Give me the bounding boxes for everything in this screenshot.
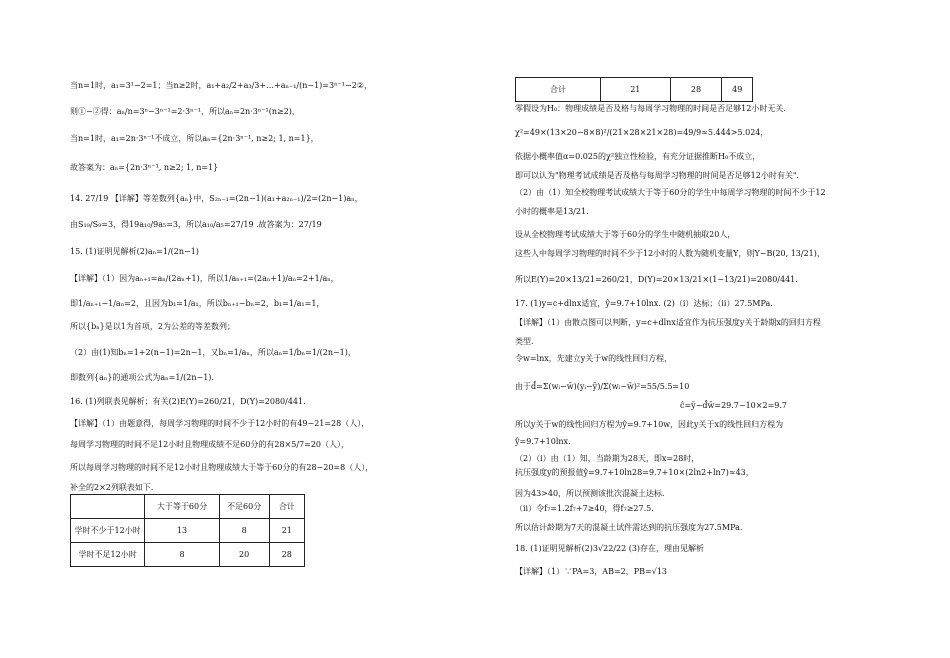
- text-line: 则①−②得：aₙ/n=3ⁿ−3ⁿ⁻¹=2·3ⁿ⁻¹，所以aₙ=2n·3ⁿ⁻¹(n≥2)，: [70, 107, 300, 116]
- text-line: 零假设为H₀：物理成绩是否及格与每周学习物理的时间是否足够12小时无关.: [515, 104, 786, 113]
- text-line: 【详解】（1）由散点图可以判断，y=c+dlnx适宜作为抗压强度y关于龄期x的回归方程: [515, 318, 821, 327]
- contingency-table-total-row: [515, 77, 753, 102]
- text-line: 当n=1时，a₁=3¹−2=1；当n≥2时，a₁+a₂/2+a₃/3+…+aₙ₋₁/(n−1)=3ⁿ⁻¹−2②，: [70, 81, 372, 90]
- text-line: 当n=1时，a₁=2n·3ⁿ⁻¹不成立，所以aₙ={2n·3ⁿ⁻¹, n≥2; 1, n=1}，: [70, 134, 319, 143]
- text-line: 所以每周学习物理的时间不足12小时且物理成绩大于等于60分的有28−20=8（人），: [70, 463, 374, 472]
- table-header-cell: 不足60分: [219, 495, 269, 519]
- table-cell: 8: [219, 519, 269, 543]
- text-line: 即1/aₙ₊₁−1/aₙ=2，且因为b₁=1/a₁，所以bₙ₊₁−bₙ=2，b₁=1/a₁=1，: [70, 299, 325, 308]
- text-line: （2）由（1）知全校物理考试成绩大于等于60分的学生中每周学习物理的时间不少于12: [515, 188, 826, 197]
- table-header-cell: 合计: [269, 495, 304, 519]
- table-cell: 28: [269, 543, 304, 567]
- table-cell: 21: [269, 519, 304, 543]
- text-line: （ii）令f₇=1.2f₇+7≥40，得f₇≥27.5.: [515, 504, 654, 513]
- table-header-row: [71, 495, 305, 519]
- text-line: 抗压强度y的预报值ŷ=9.7+10ln28=9.7+10×(2ln2+ln7)≈43，: [515, 468, 754, 477]
- table-cell: 49: [722, 78, 753, 102]
- table-cell: 学时不少于12小时: [71, 519, 145, 543]
- text-line: 15. (1)证明见解析(2)aₙ=1/(2n−1): [70, 247, 199, 256]
- text-line: 【详解】（1）由题意得，每周学习物理的时间不少于12小时的有49−21=28（人），: [70, 419, 370, 428]
- table-cell: 学时不足12小时: [71, 543, 145, 567]
- text-line: 依据小概率值α=0.025的χ²独立性检验，有充分证据推断H₀不成立，: [515, 152, 761, 161]
- text-line: （2）（i）由（1）知，当龄期为28天，即x=28时，: [515, 454, 700, 463]
- text-line: 18. (1)证明见解析(2)3√22/22 (3)存在，理由见解析: [515, 544, 705, 553]
- text-line: 因为43>40，所以预测该批次混凝土达标.: [515, 489, 665, 498]
- text-line: 所以估计龄期为7天的混凝土试件需达到的抗压强度为27.5MPa.: [515, 523, 743, 532]
- text-line: 令w=lnx，先建立y关于w的线性回归方程，: [515, 354, 673, 363]
- text-line: 每周学习物理的时间不足12小时且物理成绩不足60分的有28×5/7=20（人），: [70, 440, 349, 449]
- table-cell: 20: [219, 543, 269, 567]
- table-cell: 28: [670, 78, 722, 102]
- text-line: 小时的概率是13/21.: [515, 207, 589, 216]
- text-line: ŷ=9.7+10lnx.: [515, 437, 571, 446]
- text-line: 所以y关于w的线性回归方程为ŷ=9.7+10w，因此y关于x的线性回归方程为: [515, 420, 784, 429]
- text-line: ĉ=ȳ−d̂w̄=29.7−10×2=9.7: [680, 401, 787, 410]
- table-cell: 8: [145, 543, 219, 567]
- text-line: 这些人中每周学习物理的时间不少于12小时的人数为随机变量Y，则Y~B(20, 13/21)，: [515, 249, 825, 258]
- text-line: 所以E(Y)=20×13/21=260/21，D(Y)=20×13/21×(1−13/21)=2080/441.: [515, 275, 798, 284]
- table-row: [516, 78, 753, 102]
- table-cell: 13: [145, 519, 219, 543]
- text-line: 14. 27/19 【详解】等差数列{aₙ}中，S₂ₙ₋₁=(2n−1)(a₁+a₂ₙ₋₁)/2=(2n−1)aₙ，: [70, 194, 363, 203]
- table-row: [71, 543, 305, 567]
- text-line: 设从全校物理考试成绩大于等于60分的学生中随机抽取20人，: [515, 230, 736, 239]
- table-cell: 合计: [516, 78, 601, 102]
- text-line: 由于d̂=Σ(wᵢ−w̄)(yᵢ−ȳ)/Σ(wᵢ−w̄)²=55/5.5=10: [515, 382, 690, 391]
- contingency-table: [70, 494, 305, 567]
- table-row: [71, 519, 305, 543]
- table-header-cell: 大于等于60分: [145, 495, 219, 519]
- text-line: 所以{bₙ}是以1为首项，2为公差的等差数列；: [70, 322, 235, 331]
- text-line: 即数列{aₙ}的通项公式为aₙ=1/(2n−1).: [70, 373, 214, 382]
- text-line: 补全的2×2列联表如下.: [70, 483, 154, 492]
- text-line: 【详解】（1）∵PA=3，AB=2，PB=√13: [515, 567, 667, 576]
- text-line: （2）由(1)知bₙ=1+2(n−1)=2n−1，又bₙ=1/aₙ，所以aₙ=1/bₙ=1/(2n−1)，: [70, 348, 356, 357]
- text-line: 类型.: [515, 337, 534, 346]
- text-line: 17. (1)y=c+dlnx适宜，ŷ=9.7+10lnx. (2)（i）达标；（ii）27.5MPa.: [515, 299, 773, 308]
- text-line: 16. (1)列联表见解析；有关(2)E(Y)=260/21，D(Y)=2080/441.: [70, 397, 306, 406]
- table-header-cell: [71, 495, 145, 519]
- text-line: 故答案为：aₙ={2n·3ⁿ⁻¹, n≥2; 1, n=1}: [70, 163, 219, 172]
- text-line: χ²=49×(13×20−8×8)²/(21×28×21×28)=49/9≈5.444>5.024，: [515, 128, 769, 137]
- table-cell: 21: [601, 78, 671, 102]
- text-line: 即可以认为"物理考试成绩是否及格与每周学习物理的时间是否足够12小时有关".: [515, 171, 800, 180]
- text-line: 【详解】（1）因为aₙ₊₁=aₙ/(2aₙ+1)，所以1/aₙ₊₁=(2aₙ+1)/aₙ=2+1/aₙ，: [70, 274, 339, 283]
- text-line: 由S₁₉/S₉=3，得19a₁₀/9a₅=3，所以a₁₀/a₅=27/19 .故答案为：27/19: [70, 220, 322, 229]
